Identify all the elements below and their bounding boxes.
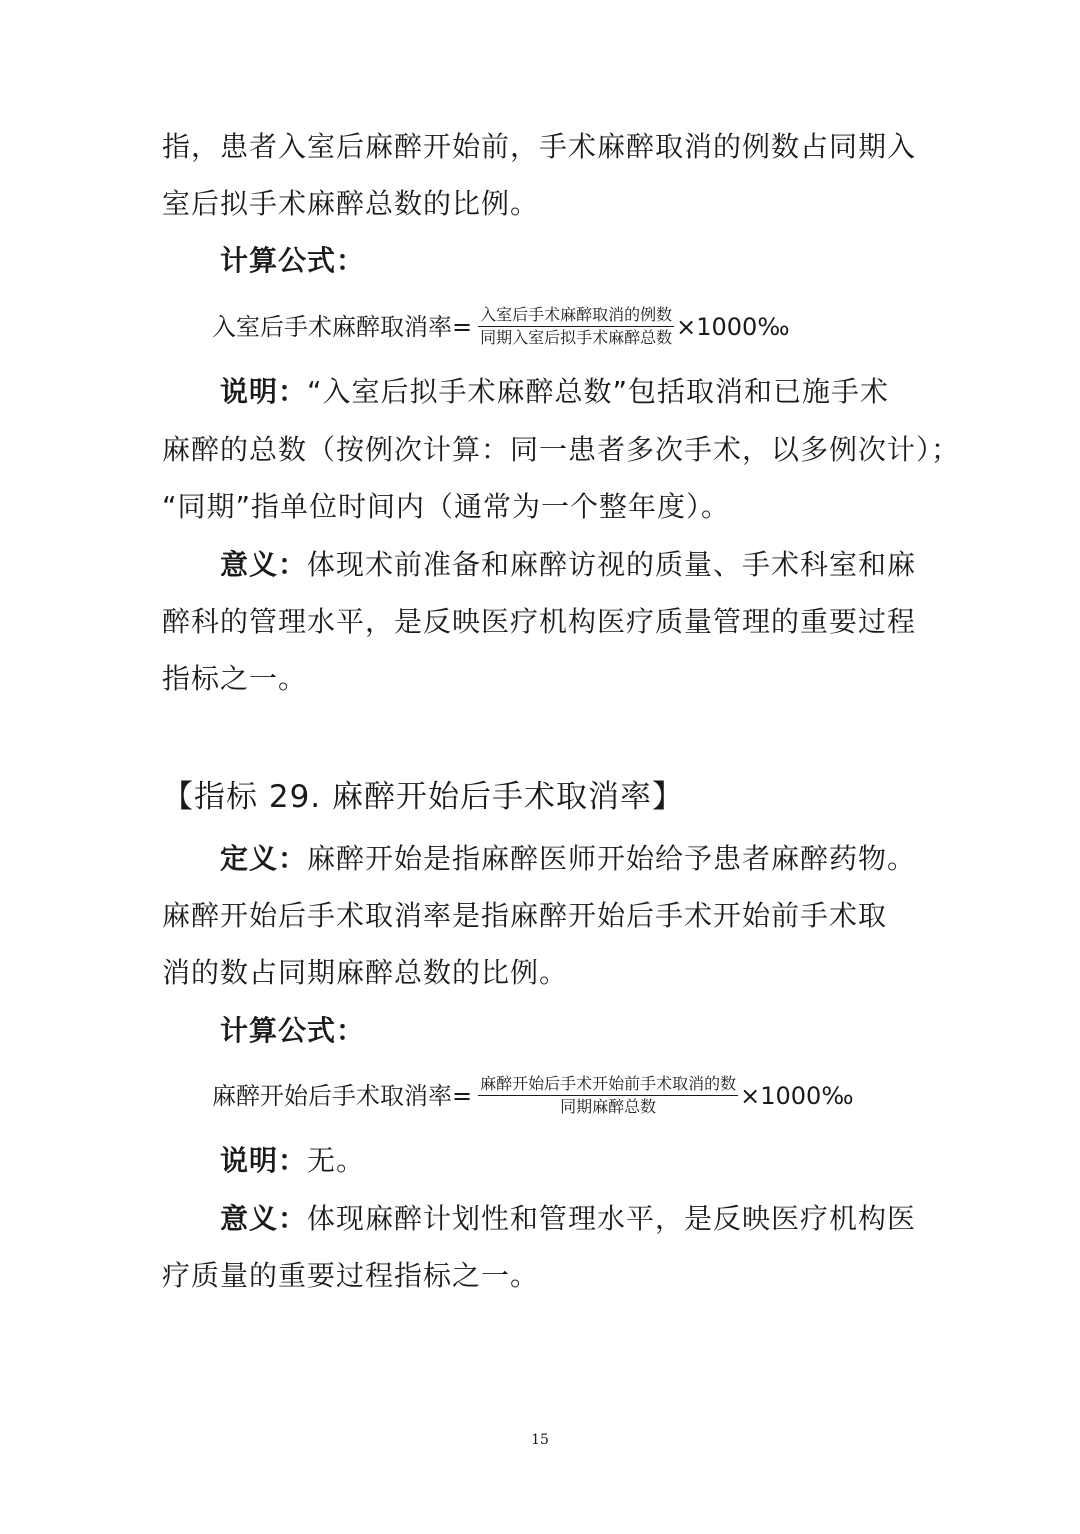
- note-label-2: 说明：: [220, 1144, 308, 1177]
- meaning-label-2: 意义：: [220, 1202, 308, 1235]
- meaning-line-section2-2: 疗质量的重要过程指标之一。: [162, 1259, 540, 1292]
- meaning-line-1: [220, 545, 916, 585]
- definition-continued-line-1: 指，患者入室后麻醉开始前，手术麻醉取消的例数占同期入: [162, 130, 917, 163]
- formula-1-multiplier: ×1000‰: [676, 312, 790, 341]
- definition-line-3: 消的数占同期麻醉总数的比例。: [162, 956, 569, 989]
- meaning-line-3: 指标之一。: [162, 662, 308, 695]
- formula-2-denominator: 同期麻醉总数: [560, 1097, 657, 1116]
- formula-1-fraction: [478, 304, 674, 349]
- note-line-section2: [220, 1141, 365, 1181]
- meaning-text: 体现术前准备和麻醉访视的质量、手术科室和麻: [307, 548, 917, 581]
- formula-1: [212, 304, 790, 349]
- note-line-1: [220, 372, 889, 412]
- formula-2: [212, 1073, 854, 1118]
- formula-2-numerator: 麻醉开始后手术开始前手术取消的数: [480, 1074, 737, 1093]
- formula-1-denominator: 同期入室后拟手术麻醉总数: [480, 328, 673, 347]
- section-heading: 【指标 29. 麻醉开始后手术取消率】: [162, 779, 685, 815]
- note-label: 说明：: [220, 375, 308, 408]
- note-line-3: “同期”指单位时间内（通常为一个整年度）。: [162, 490, 731, 523]
- definition-text: 麻醉开始是指麻醉医师开始给予患者麻醉药物。: [307, 842, 917, 875]
- formula-2-fraction: [478, 1073, 738, 1118]
- definition-line-1: [220, 839, 916, 879]
- page-number: 15: [531, 1432, 549, 1448]
- meaning-line-section2-1: [220, 1199, 916, 1239]
- formula-label-2: 计算公式：: [220, 1014, 366, 1047]
- formula-2-multiplier: ×1000‰: [740, 1081, 854, 1110]
- meaning-text-2: 体现麻醉计划性和管理水平，是反映医疗机构医: [307, 1202, 917, 1235]
- note-text: “入室后拟手术麻醉总数”包括取消和已施手术: [307, 375, 890, 408]
- meaning-label: 意义：: [220, 548, 308, 581]
- formula-1-lhs: 入室后手术麻醉取消率=: [212, 312, 473, 341]
- definition-line-2: 麻醉开始后手术取消率是指麻醉开始后手术开始前手术取: [162, 899, 888, 932]
- formula-1-numerator: 入室后手术麻醉取消的例数: [480, 305, 673, 324]
- definition-label: 定义：: [220, 842, 308, 875]
- definition-continued-line-2: 室后拟手术麻醉总数的比例。: [162, 187, 540, 220]
- meaning-line-2: 醉科的管理水平，是反映医疗机构医疗质量管理的重要过程: [162, 605, 917, 638]
- formula-2-lhs: 麻醉开始后手术取消率=: [212, 1081, 473, 1110]
- formula-label: 计算公式：: [220, 244, 366, 277]
- note-line-2: 麻醉的总数（按例次计算：同一患者多次手术，以多例次计）；: [162, 433, 961, 466]
- note-text-2: 无。: [307, 1144, 366, 1177]
